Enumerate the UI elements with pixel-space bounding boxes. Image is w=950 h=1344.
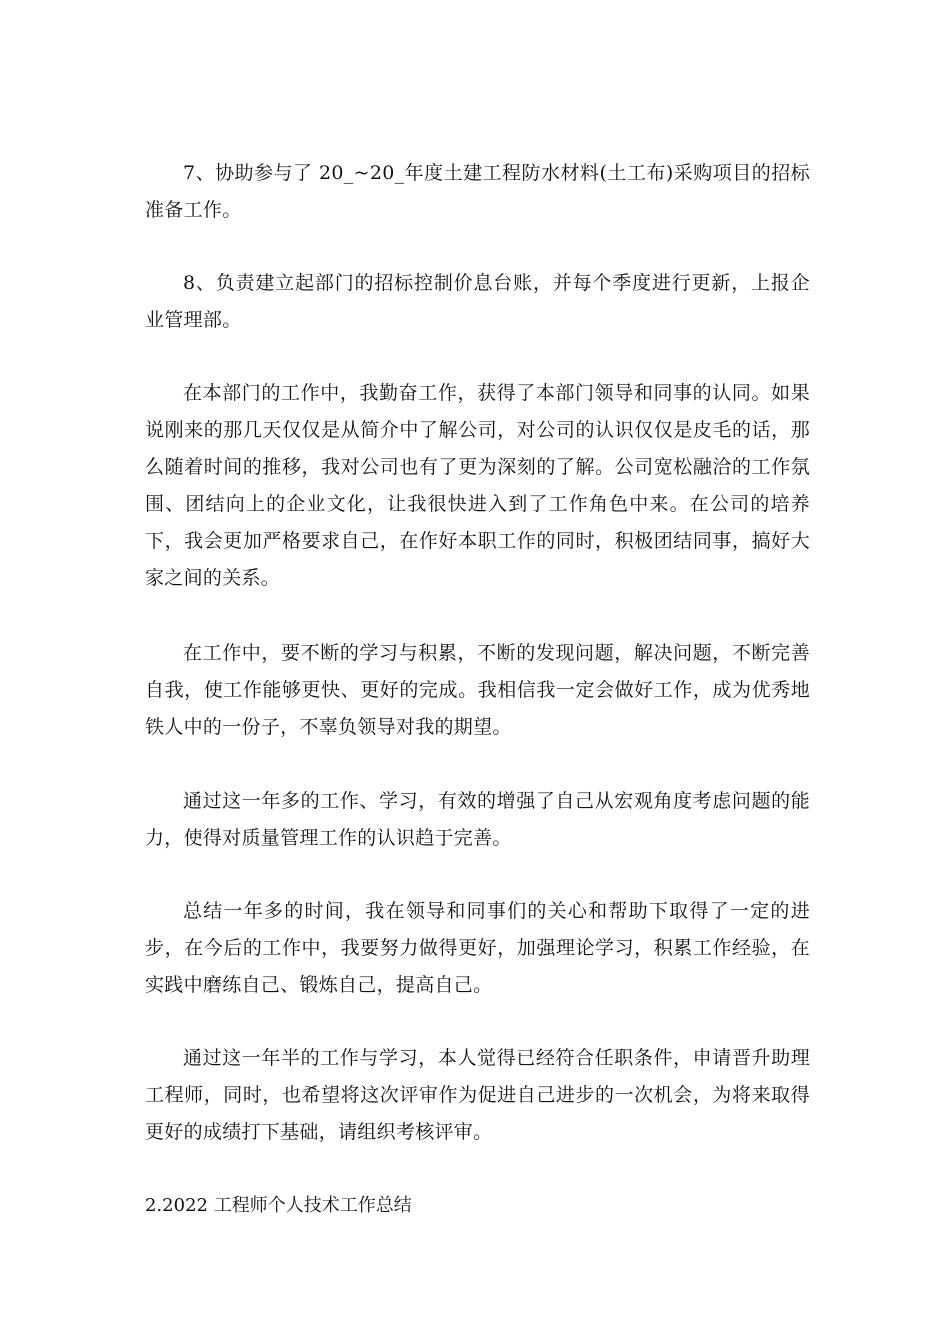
paragraph-item-7: 7、协助参与了 20_~20_年度土建工程防水材料(土工布)采购项目的招标准备工作。 — [145, 162, 810, 221]
paragraph-ability: 通过这一年多的工作、学习，有效的增强了自己从宏观角度考虑问题的能力，使得对质量管理工作的认识趋于完善。 — [145, 790, 810, 849]
paragraph-item-8: 8、负责建立起部门的招标控制价息台账，并每个季度进行更新，上报企业管理部。 — [145, 272, 810, 331]
paragraph-summary: 总结一年多的时间，我在领导和同事们的关心和帮助下取得了一定的进步，在今后的工作中，我要努力做得更好，加强理论学习，积累工作经验，在实践中磨练自己、锻炼自己，提高自己。 — [145, 900, 810, 996]
paragraph-department-work: 在本部门的工作中，我勤奋工作，获得了本部门领导和同事的认同。如果说刚来的那几天仅仅是从简介中了解公司，对公司的认识仅仅是皮毛的话，那么随着时间的推移，我对公司也有了更为深刻的了解。公司宽松融洽的工作氛围、团结向上的企业文化，让我很快进入到了工作角色中来。在公司的培养下，我会更加严格要求自己，在作好本职工作的同时，积极团结同事，搞好大家之间的关系。 — [145, 382, 810, 589]
paragraph-application: 通过这一年半的工作与学习，本人觉得已经符合任职条件，申请晋升助理工程师，同时，也希望将这次评审作为促进自己进步的一次机会，为将来取得更好的成绩打下基础，请组织考核评审。 — [145, 1047, 810, 1143]
paragraph-learning: 在工作中，要不断的学习与积累，不断的发现问题，解决问题，不断完善自我，使工作能够更快、更好的完成。我相信我一定会做好工作，成为优秀地铁人中的一份子，不辜负领导对我的期望。 — [145, 642, 810, 738]
section-heading: 2.2022 工程师个人技术工作总结 — [145, 1195, 412, 1216]
